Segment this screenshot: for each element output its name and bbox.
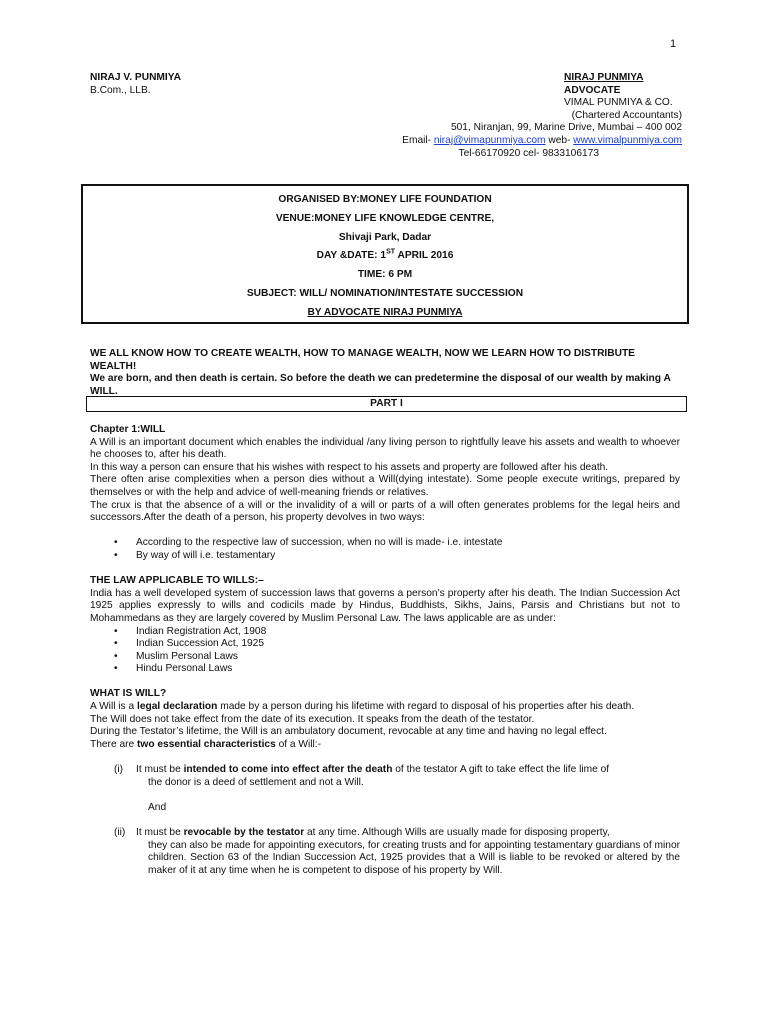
date-rest: APRIL 2016 <box>395 250 454 262</box>
chapter-paragraph-4: The crux is that the absence of a will or the invalidity of a will or parts of a will often generates problems for the legal heirs and successors.After the death of a person, his property devolves in two ways: <box>90 499 680 524</box>
intro <box>90 348 680 398</box>
text-run: A Will is a <box>90 701 137 713</box>
characteristic-1 <box>90 764 680 777</box>
chapter-paragraph-3: There often arise complexities when a person dies without a Will(dying intestate). Some people execute writings, prepared by themselves or with the help and advice of well-meaning friends or relatives. <box>90 474 680 498</box>
organiser: ORGANISED BY:MONEY LIFE FOUNDATION <box>278 194 492 205</box>
venue: VENUE:MONEY LIFE KNOWLEDGE CENTRE, <box>275 212 495 224</box>
event-speaker: BY ADVOCATE NIRAJ PUNMIYA <box>307 306 463 318</box>
what-paragraph-4 <box>90 739 680 752</box>
chapter-heading: Chapter 1:WILL <box>90 424 166 435</box>
text-run: It must be <box>136 827 184 838</box>
what-heading: WHAT IS WILL? <box>90 688 167 700</box>
page-number: 1 <box>670 38 677 50</box>
web-label: web- <box>545 134 574 146</box>
event-time: TIME: 6 PM <box>357 269 413 281</box>
list-item: • Indian Registration Act, 1908 <box>90 626 680 639</box>
item-number: (ii) <box>114 827 126 838</box>
characteristic-2 <box>90 827 680 840</box>
chapter-paragraph-1: A Will is an important document which enables the individual /any living person to rightfully leave his assets and wealth to whoever he chooses to, after his death. <box>90 436 680 461</box>
text-run-bold: intended to come into effect after the death <box>183 764 393 776</box>
text-run-bold: two essential characteristics <box>137 738 276 750</box>
what-paragraph-2: The Will does not take effect from the date of its execution. It speaks from the death of the testator. <box>90 713 535 725</box>
part-heading: PART I <box>86 396 687 412</box>
and-connector: And <box>148 801 167 813</box>
characteristic-2-continued: they can also be made for appointing executors, for creating trusts and for appointing testamentary guardians of minor children. Section 63 of the Indian Succession Act, 1925 provides that a Will is liable to be revoked or altered by the maker of it at any time when he is competent to dispose of his property by Will. <box>148 839 680 876</box>
list-item: • Muslim Personal Laws <box>90 651 680 664</box>
date-prefix: DAY &DATE: 1 <box>316 250 387 262</box>
intro-line-2: We are born, and then death is certain. So before the death we can predetermine the disposal of our wealth by making A WILL. <box>90 373 671 397</box>
intro-line-1: WE ALL KNOW HOW TO CREATE WEALTH, HOW TO MANAGE WEALTH, NOW WE LEARN HOW TO DISTRIBUTE WEALTH! <box>90 348 635 372</box>
contact-line <box>262 135 682 148</box>
event-box <box>81 184 689 324</box>
what-paragraph-1 <box>90 701 680 714</box>
text-run: It must be <box>136 764 184 776</box>
text-run: of the testator A gift to take effect the life lime of <box>392 764 610 776</box>
phone-line: Tel-66170920 cel- 9833106173 <box>458 147 599 159</box>
law-paragraph: India has a well developed system of succession laws that governs a person’s property after his death. The Indian Succession Act 1925 applies expressly to wills and codicils made by Hindus, Buddhists, Sikhs, Jains, Parsis and Christians but not to Mohammedans as they are largely covered by Muslim Personal Law. The laws applicable are as under: <box>90 587 680 624</box>
date-suffix: ST <box>386 249 396 256</box>
firm-name: VIMAL PUNMIYA & CO. <box>564 97 673 109</box>
venue-place: Shivaji Park, Dadar <box>338 231 432 243</box>
text-run: made by a person during his lifetime with regard to disposal of his properties after his death. <box>217 701 635 713</box>
event-date <box>83 247 687 266</box>
header-right <box>262 72 682 160</box>
document-body <box>90 424 680 877</box>
item-number: (i) <box>114 764 124 776</box>
law-heading: THE LAW APPLICABLE TO WILLS:– <box>90 575 264 587</box>
author-name: NIRAJ V. PUNMIYA <box>90 72 181 83</box>
chapter-paragraph-2: In this way a person can ensure that his wishes with respect to his assets and property are followed after his death. <box>90 461 609 473</box>
text-run-bold: legal declaration <box>136 701 218 713</box>
email-link[interactable]: niraj@vimapunmiya.com <box>433 134 546 146</box>
text-run: There are <box>90 738 137 750</box>
advocate-name: NIRAJ PUNMIYA <box>564 72 644 83</box>
author-degree: B.Com., LLB. <box>90 84 151 96</box>
list-item: • Indian Succession Act, 1925 <box>90 638 680 651</box>
list-item: • Hindu Personal Laws <box>90 663 680 676</box>
devolution-list <box>90 537 680 562</box>
acts-list <box>90 626 680 676</box>
firm-subtitle: (Chartered Accountants) <box>571 109 682 121</box>
firm-address: 501, Niranjan, 99, Marine Drive, Mumbai – 400 002 <box>450 122 682 134</box>
text-run-bold: revocable by the testator <box>183 827 305 838</box>
text-run: at any time. Although Wills are usually made for disposing property, <box>304 827 610 838</box>
what-paragraph-3: During the Testator’s lifetime, the Will is an ambulatory document, revocable at any time and having no legal effect. <box>90 726 607 738</box>
email-label: Email- <box>402 134 434 146</box>
characteristic-1-continued: the donor is a deed of settlement and not a Will. <box>148 776 364 788</box>
web-link[interactable]: www.vimalpunmiya.com <box>573 134 682 146</box>
advocate-title: ADVOCATE <box>564 84 621 96</box>
list-item: • By way of will i.e. testamentary <box>90 550 680 563</box>
text-run: of a Will:- <box>275 738 322 750</box>
header-left <box>90 72 181 97</box>
list-item: • According to the respective law of succession, when no will is made- i.e. intestate <box>90 537 680 550</box>
event-subject: SUBJECT: WILL/ NOMINATION/INTESTATE SUCCESSION <box>246 287 524 299</box>
